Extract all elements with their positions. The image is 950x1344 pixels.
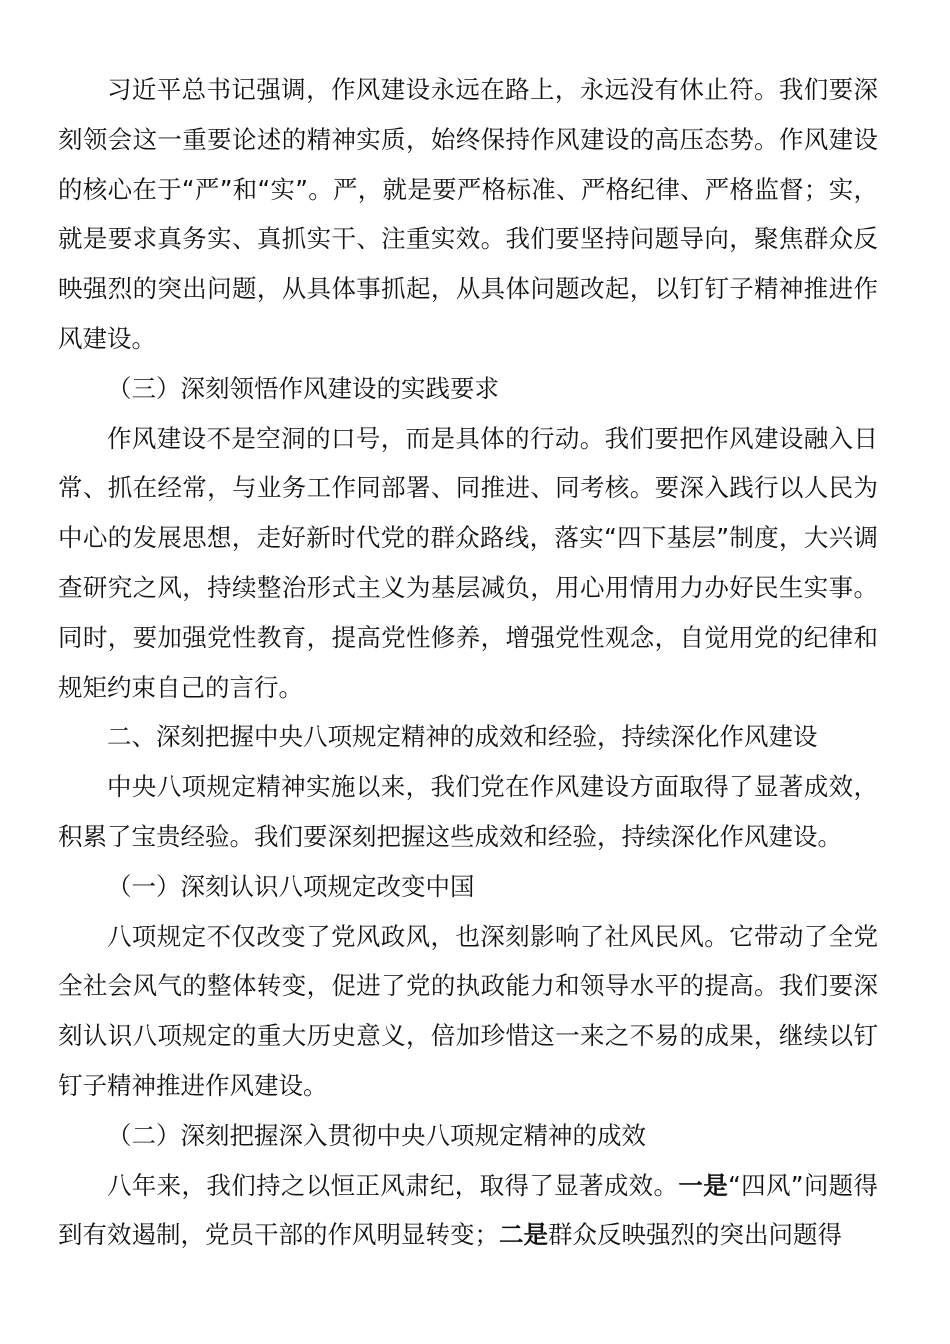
document-page [58, 65, 878, 1260]
section-heading-2: （二）深刻把握深入贯彻中央八项规定精神的成效 [107, 1120, 646, 1150]
section-heading-1: （一）深刻认识八项规定改变中国 [107, 871, 475, 901]
point-one-label: 一是 [678, 1170, 729, 1200]
paragraph-eight-rules-change: 八项规定不仅改变了党风政风，也深刻影响了社风民风。它带动了全党全社会风气的整体转变，促进了党的执政能力和领导水平的提高。我们要深刻认识八项规定的重大历史意义，倍加珍惜这一来之不易的成果，继续以钉钉子精神推进作风建设。 [58, 921, 878, 1100]
paragraph-eight-years-results [58, 1161, 878, 1261]
paragraph-practice-requirements: 作风建设不是空洞的口号，而是具体的行动。我们要把作风建设融入日常、抓在经常，与业务工作同部署、同推进、同考核。要深入践行以人民为中心的发展思想，走好新时代党的群众路线，落实“四下基层”制度，大兴调查研究之风，持续整治形式主义为基层减负，用心用情用力办好民生实事。同时，要加强党性教育，提高党性修养，增强党性观念，自觉用党的纪律和规矩约束自己的言行。 [58, 423, 878, 702]
section-heading-3: （三）深刻领悟作风建设的实践要求 [107, 373, 499, 403]
point-two-label: 二是 [499, 1220, 548, 1250]
paragraph-eight-rules-intro: 中央八项规定精神实施以来，我们党在作风建设方面取得了显著成效，积累了宝贵经验。我们要深刻把握这些成效和经验，持续深化作风建设。 [58, 772, 878, 851]
chapter-heading-2: 二、深刻把握中央八项规定精神的成效和经验，持续深化作风建设 [107, 722, 818, 752]
point-one-text: “四风”问题得到有效遏制，党员干部的作风明显转变； [58, 1170, 879, 1250]
point-two-text: 群众反映强烈的突出问题得 [548, 1220, 842, 1250]
results-intro-text: 八年来，我们持之以恒正风肃纪，取得了显著成效。 [107, 1170, 679, 1200]
paragraph-style-core: 习近平总书记强调，作风建设永远在路上，永远没有休止符。我们要深刻领会这一重要论述的精神实质，始终保持作风建设的高压态势。作风建设的核心在于“严”和“实”。严，就是要严格标准、严格纪律、严格监督；实，就是要求真务实、真抓实干、注重实效。我们要坚持问题导向，聚焦群众反映强烈的突出问题，从具体事抓起，从具体问题改起，以钉钉子精神推进作风建设。 [58, 75, 878, 353]
